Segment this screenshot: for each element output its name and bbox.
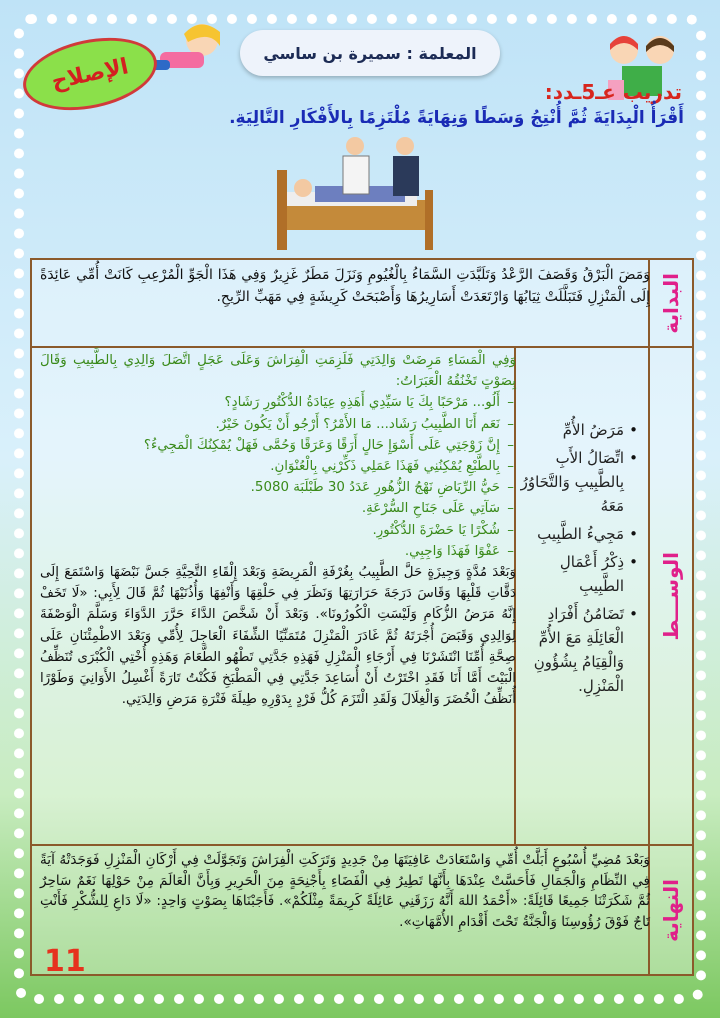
middle-body: وَبَعْدَ مُدَّةٍ وَجِيزَةٍ حَلَّ الطَّبِيبُ بِغُرْفَةِ الْمَرِيضَةِ وَبَعْدَ إِلْقَاءِ التَّحِيَّةِ جَسَّ نَبْضَهَا وَاسْتَمَعَ إِلَى دَقَّاتِ قَلْبِهَا وَقَاسَ دَرَجَةَ حَرَارَتِهَا وَنَظَرَ فِي حَلْقِهَا وَأَنْفِهَا وَأُذُنَيْهَا ثُمَّ قَالَ لِأَبِي: «لَا تَخَفْ إِنَّهُ مَرَضُ الزُّكَامِ وَلَيْسَتِ الْكُورُونَا». وَبَعْدَ أَنْ شَخَّصَ الدَّاءَ حَرَّرَ الدَّوَاءَ وَسَلَّمَ الْوَصْفَةَ لِوَالِدِي وَقَبَضَ أُجْرَتَهُ ثُمَّ غَادَرَ الْمَنْزِلَ مُتَمَنِّيًا الشِّفَاءَ الْعَاجِلَ لِأُمِّي وَبَعْدَ الاطْمِئْنَانِ عَلَى صِحَّةِ أُمِّنَا انْتَشَرْنَا فِي أَرْجَاءِ الْمَنْزِلِ فَهَذِهِ جَدَّتِي تَطْهُو الطَّعَامَ وَهَذِهِ أُخْتِي الْكُبْرَى تُنَظِّفُ الْبَيْتَ أَمَّا أَنَا فَقَدِ اخْتَرْتُ أَنْ أُسَاعِدَ جَدَّتِي فِي الْمَطْبَخِ فَكُنْتُ تَارَةً أَغْسِلُ الأَوَانِيَ وَطَوْرًا أُنَظِّفُ الْخُضَرَ وَالْغِلَالَ وَلَقَدِ الْتَزَمَ كُلُّ فَرْدٍ بِدَوْرِهِ طِيلَةَ فَتْرَةِ مَرَضِ وَالِدَتِي. — [40, 565, 516, 708]
idea-item: • مَرَضُ الأُمِّ — [520, 418, 624, 442]
middle-text — [40, 350, 516, 710]
dialogue-line: – عَفْوًا فَهَذَا وَاجِبِي. — [40, 541, 500, 562]
dialogue-list — [40, 392, 516, 562]
ending-row — [32, 846, 692, 974]
middle-label-cell — [648, 348, 692, 844]
correction-label: الإصلاح — [49, 53, 131, 95]
beginning-label: البداية — [659, 272, 683, 334]
ending-label-cell — [648, 846, 692, 974]
ending-text — [40, 850, 650, 932]
dialogue-line: – شُكْرًا يَا حَضْرَةَ الدُّكْتُورِ. — [40, 520, 500, 541]
exercise-title: تدريب عـ5ـدد: — [544, 80, 682, 104]
teacher-name-cloud — [240, 30, 500, 76]
ending-text-a: وَبَعْدَ مُضِيِّ أُسْبُوعٍ أَبَلَّتْ أُمِّي وَاسْتَعَادَتْ عَافِيَتَهَا مِنْ جَدِيدٍ وَتَرَكَتِ الْفِرَاشَ وَتَجَوَّلَتْ فِي أَرْكَانِ الْمَنْزِلِ فَوَجَدَتْهُ آيَةً فِي النِّظَامِ وَالْجَمَالِ فَأَحَسَّتْ عِنْدَهَا بِأَنَّهَا تَطِيرُ فِي الْفَضَاءِ بِأَجْنِحَةٍ مِنَ الْحَرِيرِ وَبِأَنَّ الْعَالَمَ مِنْ حَوْلِهَا نَغَمٌ سَاحِرٌ ثُمَّ شَكَرَتْنَا جَمِيعًا قَائِلَةً: — [40, 852, 651, 909]
dialogue-line: – سَآتِي عَلَى جَنَاحِ السُّرْعَةِ. — [40, 498, 500, 519]
dialogue-line: – حَيُّ الرِّيَاضِ نَهْجُ الزُّهُورِ عَدَدُ 30 طَبْلَبَة 5080. — [40, 477, 500, 498]
ending-quote-2: «لَا دَاعِ لِلشُّكْرِ فَأَنْتِ تَاجٌ فَوْقَ رُؤُوسِنَا وَالْجَنَّةُ تَحْتَ أَقْدَامِ الأُمَّهَاتِ». — [40, 893, 650, 930]
idea-item: • تَضَامُنُ أَفْرَادِ الْعَائِلَةِ مَعَ الأُمِّ وَالْقِيَامُ بِشُؤُونِ الْمَنْزِلِ. — [520, 602, 624, 698]
dialogue-line: – أَلُو... مَرْحَبًا بِكَ يَا سَيِّدِي أَهَذِهِ عِيَادَةُ الدُّكْتُورِ رَشَادٍ؟ — [40, 392, 500, 413]
idea-item: • اتِّصَالُ الأَبِ بِالطَّبِيبِ وَالتَّحَاوُرُ مَعَهُ — [520, 446, 624, 518]
ending-quote-1: «أَحْمَدُ اللهَ أَنَّهُ رَزَقَنِي عَائِلَةً كَرِيمَةً مِثْلَكُمْ». — [279, 893, 519, 909]
exercise-instruction: أَقْرَأُ الْبِدَايَةَ ثُمَّ أُنْتِجُ وَسَطًا وَنِهَايَةً مُلْتَزِمًا بِالأَفْكَارِ التَّالِيَةِ. — [229, 108, 684, 128]
middle-row — [32, 348, 692, 846]
middle-label: الوســـط — [659, 551, 683, 641]
ending-label: النهاية — [659, 878, 683, 942]
beginning-label-cell — [648, 260, 692, 346]
teacher-name: المعلمة : سميرة بن ساسي — [263, 43, 477, 63]
beginning-row — [32, 260, 692, 348]
middle-ideas-column — [514, 348, 648, 844]
doctor-visit-illustration — [275, 130, 460, 255]
composition-table — [30, 258, 694, 976]
beginning-text: وَمَضَ الْبَرْقُ وَقَصَفَ الرَّعْدُ وَتَلَبَّدَتِ السَّمَاءُ بِالْغُيُومِ وَنَزَلَ مَطَرٌ غَزِيرٌ وَفِي هَذَا الْجَوِّ الْمُرْعِبِ كَانَتْ أُمِّي عَائِدَةً إِلَى الْمَنْزِلِ فَتَبَلَّلَتْ ثِيَابُهَا وَارْتَعَدَتْ أَسَارِيرُهَا وَأَصْبَحَتْ كَرِيشَةٍ فِي مَهَبِّ الرِّيحِ. — [40, 267, 650, 305]
middle-intro: وَفِي الْمَسَاءِ مَرِضَتْ وَالِدَتِي فَلَزِمَتِ الْفِرَاشَ وَعَلَى عَجَلٍ اتَّصَلَ وَالِدِي بِالطَّبِيبِ وَقَالَ بِصَوْتٍ تَخْنُقُهُ الْعَبَرَاتُ: — [40, 353, 516, 390]
dialogue-line: – نَعَم أَنَا الطَّبِيبُ رَشَاد... مَا الأَمْرُ؟ أَرْجُو أَنْ يَكُونَ خَيْرٌ. — [40, 414, 500, 435]
dialogue-line: – بِالطَّبْعِ يُمْكِنُنِي فَهَذَا عَمَلِي ذَكِّرْنِي بِالْعُنْوَانِ. — [40, 456, 500, 477]
page-number: 11 — [44, 944, 86, 979]
idea-item: • مَجِيءُ الطَّبِيبِ — [520, 522, 624, 546]
ending-text-b: فَأَجَبْنَاهَا بِصَوْتٍ وَاحِدٍ: — [156, 893, 275, 909]
idea-item: • ذِكْرُ أَعْمَالِ الطَّبِيبِ — [520, 550, 624, 598]
dialogue-line: – إِنَّ زَوْجَتِي عَلَى أَسْوَإِ حَالٍ أَرَقًا وَعَرَقًا وَحُمَّى فَهَلْ يُمْكِنُكَ الْمَجِيءُ؟ — [40, 435, 500, 456]
